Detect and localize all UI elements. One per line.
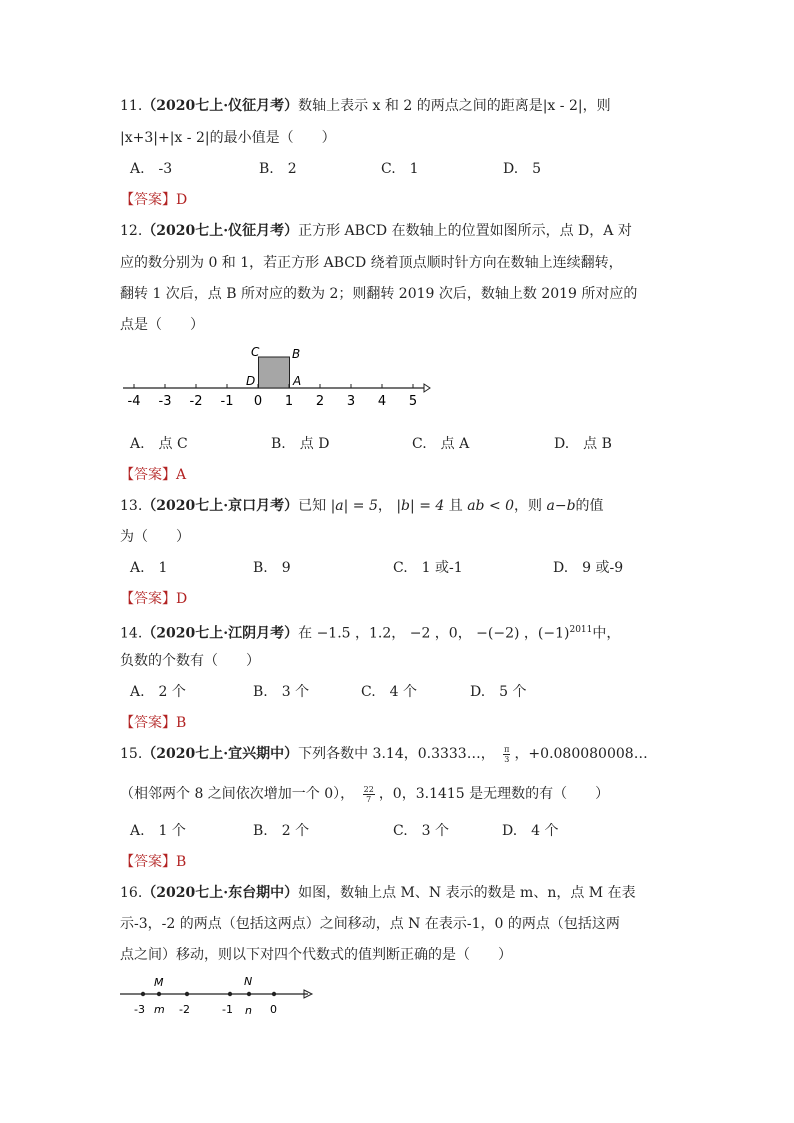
answer-label: 【答案】: [120, 192, 176, 208]
square-abcd: [259, 357, 290, 388]
square-number-line-figure: [118, 340, 438, 410]
answer-value: D: [176, 192, 188, 208]
point-0: [272, 992, 276, 996]
arrow-icon: [424, 384, 430, 392]
mn-number-line-figure: [118, 972, 318, 1020]
answer-label: 【答案】: [120, 854, 176, 870]
question-text: 如图，数轴上点 M、N 表示的数是 m、n，点 M 在表: [298, 885, 636, 901]
label-b: B: [292, 347, 301, 361]
q12-line2: 应的数分别为 0 和 1，若正方形 ABCD 绕着顶点顺时针方向在数轴上连续翻转，: [120, 255, 623, 271]
option-b: B. 3 个: [253, 684, 310, 700]
label-a: A: [293, 374, 302, 388]
q16-line1: [120, 883, 636, 903]
q12-line3: 翻转 1 次后，点 B 所对应的数为 2；则翻转 2019 次后，数轴上数 2019 所对应的: [120, 286, 638, 302]
option-b: B. 2: [259, 161, 297, 177]
question-source: （2020七上·仪征月考）: [142, 98, 299, 114]
question-source: （2020七上·江阴月考）: [142, 625, 299, 642]
tick-label-minus-2: -2: [179, 1003, 190, 1016]
math-ab: ab < 0: [467, 498, 515, 514]
math-abs-b: |b| = 4: [396, 498, 445, 514]
option-c: C. 1: [381, 161, 419, 177]
fraction-22-over-7: $\frac{22}{7}$: [363, 784, 374, 804]
tick-label-m: m: [154, 1003, 165, 1016]
question-source: （2020七上·宜兴期中）: [142, 746, 299, 762]
fraction-pi-over-3: $\frac{\pi}{3}$: [504, 744, 510, 764]
exponent: 2011: [569, 625, 593, 635]
q16-line3: 点之间）移动，则以下对四个代数式的值判断正确的是（ ）: [120, 947, 512, 963]
tick-label: -3: [158, 394, 172, 409]
math-a-minus-b: a−b: [546, 498, 576, 514]
q13-answer: [120, 589, 187, 609]
math-abs-a: |a| = 5: [330, 498, 378, 514]
question-number: 14.: [120, 625, 143, 642]
q15-line2: （相邻两个 8 之间依次增加一个 0）， $\frac{22}{7}$ ，0，3.1415 是无理数的有（ ）: [120, 784, 610, 804]
tick-label: 5: [408, 394, 418, 409]
q12-line1: [120, 221, 632, 241]
answer-value: B: [176, 715, 187, 731]
option-a: A. 2 个: [130, 684, 186, 700]
question-source: （2020七上·仪征月考）: [142, 223, 299, 239]
answer-value: D: [176, 591, 188, 607]
answer-label: 【答案】: [120, 591, 176, 607]
option-c: C. 1 或-1: [393, 560, 463, 576]
q15-answer: [120, 852, 186, 872]
label-m-upper: M: [154, 976, 164, 989]
tick-label: 3: [346, 394, 356, 409]
tick-label: 2: [315, 394, 325, 409]
question-text: 正方形 ABCD 在数轴上的位置如图所示，点 D，A 对: [298, 223, 632, 239]
q12-answer: [120, 465, 186, 485]
q13-line1: 13.（2020七上·京口月考）已知 |a| = 5， |b| = 4 且 ab < 0，则 a−b的值: [120, 498, 604, 514]
q16-line2: 示-3，-2 的两点（包括这两点）之间移动，点 N 在表示-1，0 的两点（包括这两: [120, 916, 620, 932]
answer-label: 【答案】: [120, 467, 176, 483]
q14-line2: 负数的个数有（ ）: [120, 653, 260, 669]
question-number: 16.: [120, 885, 143, 901]
label-d: D: [246, 374, 256, 388]
tick-label: -4: [127, 394, 141, 409]
point-minus-1: [228, 992, 232, 996]
option-c: C. 点 A: [412, 436, 470, 452]
tick-label: -1: [220, 394, 234, 409]
q13-line2: 为（ ）: [120, 529, 190, 545]
question-number: 11.: [120, 98, 143, 114]
point-n: [247, 992, 251, 996]
question-source: （2020七上·京口月考）: [142, 498, 299, 514]
tick-label-minus-1: -1: [222, 1003, 233, 1016]
q11-answer: [120, 190, 187, 210]
option-c: C. 4 个: [361, 684, 418, 700]
question-number: 12.: [120, 223, 143, 239]
option-a: A. 1: [130, 560, 168, 576]
tick-label: -2: [189, 394, 203, 409]
option-a: A. 1 个: [130, 823, 186, 839]
q14-line1: 14.（2020七上·江阴月考）在 −1.5 ，1.2， −2 ，0， −(−2) ，$(-1)^{2011}$中，: [120, 625, 621, 642]
question-number: 13.: [120, 498, 143, 514]
q12-line4: 点是（ ）: [120, 317, 204, 333]
tick-label-minus-3: -3: [134, 1003, 145, 1016]
option-c: C. 3 个: [393, 823, 450, 839]
q15-line1: 15.（2020七上·宜兴期中）下列各数中 3.14，0.3333…， $\frac{\pi}{3}$ ，+0.080080008…: [120, 744, 648, 764]
tick-label-n: n: [245, 1004, 252, 1017]
tick-label: 4: [377, 394, 387, 409]
answer-label: 【答案】: [120, 715, 176, 731]
q11-line2: |x+3|+|x - 2|的最小值是（ ）: [120, 130, 336, 146]
option-b: B. 2 个: [253, 823, 310, 839]
option-b: B. 点 D: [271, 436, 330, 452]
number-list: −1.5 ，1.2， −2 ，0， −(−2) ，(−1): [316, 625, 570, 642]
point-minus-3: [141, 992, 145, 996]
q14-answer: [120, 713, 186, 733]
question-text: 数轴上表示 x 和 2 的两点之间的距离是|x - 2|，则: [298, 98, 611, 114]
tick-label: 1: [284, 394, 294, 409]
tick-label-0: 0: [270, 1003, 277, 1016]
tick-label: 0: [253, 394, 263, 409]
label-n-upper: N: [244, 975, 253, 988]
option-b: B. 9: [253, 560, 291, 576]
q11-line1: [120, 96, 611, 116]
point-minus-2: [185, 992, 189, 996]
option-a: A. 点 C: [130, 436, 188, 452]
option-d: D. 5 个: [470, 684, 527, 700]
answer-value: A: [176, 467, 187, 483]
option-a: A. -3: [130, 161, 173, 177]
question-source: （2020七上·东台期中）: [142, 885, 299, 901]
question-number: 15.: [120, 746, 143, 762]
option-d: D. 9 或-9: [553, 560, 624, 576]
option-d: D. 点 B: [554, 436, 612, 452]
point-m: [157, 992, 161, 996]
answer-value: B: [176, 854, 187, 870]
option-d: D. 4 个: [502, 823, 559, 839]
option-d: D. 5: [503, 161, 542, 177]
label-c: C: [251, 345, 260, 359]
